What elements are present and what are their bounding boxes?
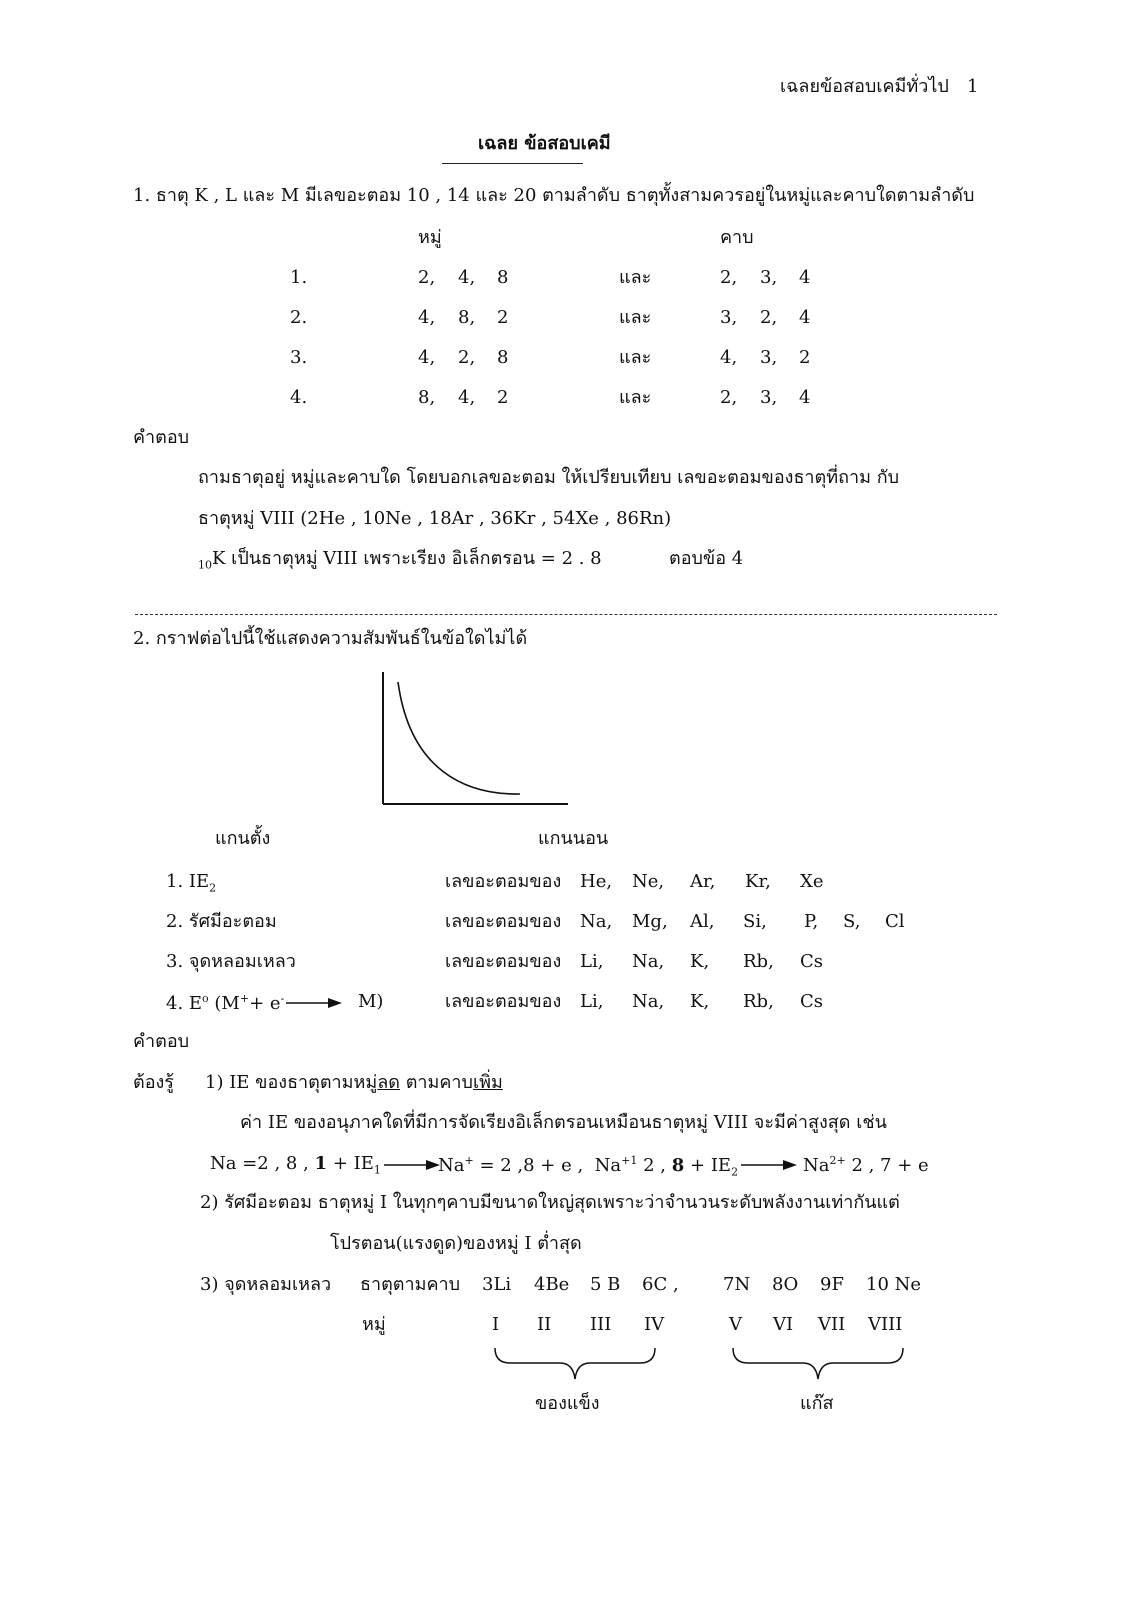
q2-row-3-left: 3. จุดหลอมเหลว <box>166 951 296 972</box>
element: 4Be <box>534 1274 570 1295</box>
element: Li, <box>580 991 604 1012</box>
fact1-increase: เพิ่ม <box>472 1072 503 1093</box>
group-numeral: III <box>590 1314 612 1335</box>
q2-row-3-mid: เลขอะตอมของ <box>445 951 562 972</box>
element: Na, <box>632 991 665 1012</box>
fact1-decrease: ลด <box>377 1072 400 1093</box>
element: S, <box>843 911 861 932</box>
q2-row-2-mid: เลขอะตอมของ <box>445 911 562 932</box>
ie-subscript: 2 <box>209 881 217 895</box>
fact-2-line2: โปรตอน(แรงดูด)ของหมู่ I ต่ำสุด <box>330 1233 582 1254</box>
element: 6C , <box>642 1274 679 1295</box>
element: K, <box>690 951 710 972</box>
period-value: 4 <box>799 387 811 408</box>
choice-number: 3. <box>290 347 308 368</box>
row-label: 4. E <box>166 993 203 1014</box>
element: Cl <box>885 911 905 932</box>
and-word: และ <box>619 387 652 408</box>
element: Kr, <box>745 871 771 892</box>
q2-row-1-mid: เลขอะตอมของ <box>445 871 562 892</box>
q1-answer-label: คำตอบ <box>133 427 190 448</box>
reaction-product: M) <box>358 991 384 1012</box>
group-numeral: II <box>537 1314 552 1335</box>
q1-answer-line3 <box>198 550 602 571</box>
eq-charge-2: +1 <box>621 1154 638 1167</box>
row-label: 1. IE <box>166 871 210 892</box>
eq-ion-config-2: 2 , <box>643 1155 667 1176</box>
period-value: 2, <box>720 387 738 408</box>
reaction-paren: (M <box>214 993 240 1014</box>
decay-curve-graph <box>370 660 580 810</box>
fact-2-line1: 2) รัศมีอะตอม ธาตุหมู่ I ในทุกๆคาบมีขนาดใหญ่สุดเพราะว่าจำนวนระดับพลังงานเท่ากันแต่ <box>200 1192 900 1213</box>
element: Na, <box>580 911 613 932</box>
period-value: 4, <box>720 347 738 368</box>
eq-na-ion-2: Na <box>594 1155 622 1176</box>
title-underline <box>442 163 583 164</box>
group-value: 4, <box>418 347 436 368</box>
atomic-number-sub: 10 <box>198 558 212 572</box>
answer-line3-text: K เป็นธาตุหมู่ VIII เพราะเรียง อิเล็กตรอน = 2 . 8 <box>212 548 602 569</box>
eq-bold-8: 8 <box>671 1155 685 1176</box>
fact-3-series: ธาตุตามคาบ <box>360 1274 461 1295</box>
must-know-label: ต้องรู้ <box>133 1072 174 1093</box>
group-value: 8, <box>458 307 476 328</box>
fact-1 <box>205 1074 503 1092</box>
period-value: 4 <box>799 307 811 328</box>
standard-sup: o <box>202 992 209 1005</box>
and-word: และ <box>619 347 652 368</box>
choice-number: 1. <box>290 267 308 288</box>
q1-answer-line2: ธาตุหมู่ VIII (2He , 10Ne , 18Ar , 36Kr , 54Xe , 86Rn) <box>198 508 672 529</box>
element: Al, <box>690 911 715 932</box>
eq-plus-ie: + IE <box>332 1153 374 1174</box>
element: 9F <box>820 1274 844 1295</box>
q2-row-1-left <box>166 873 216 894</box>
group-value: 4, <box>458 387 476 408</box>
q2-row-2-left: 2. รัศมีอะตอม <box>166 911 277 932</box>
element: K, <box>690 991 710 1012</box>
q1-question: 1. ธาตุ K , L และ M มีเลขอะตอม 10 , 14 และ 20 ตามลำดับ ธาตุทั้งสามควรอยู่ในหมู่และคาบใดตามลำดับ <box>133 185 975 206</box>
period-value: 2, <box>720 267 738 288</box>
q2-col-x: แกนนอน <box>538 828 609 849</box>
group-value: 8, <box>418 387 436 408</box>
group-value: 4, <box>418 307 436 328</box>
eq-charge: + <box>464 1154 474 1167</box>
choice-number: 4. <box>290 387 308 408</box>
element: Rb, <box>743 991 774 1012</box>
q2-col-y: แกนตั้ง <box>215 828 271 849</box>
plus-sup: + <box>239 992 250 1005</box>
period-value: 4 <box>799 267 811 288</box>
fact1-mid: ตามคาบ <box>399 1072 473 1093</box>
period-value: 2 <box>799 347 811 368</box>
group-value: 2, <box>458 347 476 368</box>
element: He, <box>580 871 613 892</box>
q1-answer-line1: ถามธาตุอยู่ หมู่และคาบใด โดยบอกเลขอะตอม ให้เปรียบเทียบ เลขอะตอมของธาตุที่ถาม กับ <box>198 467 900 488</box>
and-word: และ <box>619 307 652 328</box>
period-value: 3, <box>720 307 738 328</box>
element: Xe <box>800 871 824 892</box>
element: Rb, <box>743 951 774 972</box>
element: 10 Ne <box>866 1274 922 1295</box>
period-value: 3, <box>760 387 778 408</box>
element: Ar, <box>690 871 716 892</box>
ionization-eq-3 <box>803 1155 929 1175</box>
group-numeral: I <box>492 1314 500 1335</box>
element: 8O <box>772 1274 799 1295</box>
page-title: เฉลย ข้อสอบเคมี <box>478 133 611 154</box>
period-value: 3, <box>760 267 778 288</box>
reaction-arrow-icon <box>286 996 342 1010</box>
q2-question: 2. กราฟต่อไปนี้ใช้แสดงความสัมพันธ์ในข้อใดไม่ได้ <box>133 628 528 649</box>
group-value: 4, <box>458 267 476 288</box>
element: P, <box>804 911 819 932</box>
minus-sup: - <box>280 992 285 1005</box>
gas-label: แก๊ส <box>800 1393 834 1414</box>
running-title: เฉลยข้อสอบเคมีทั่วไป <box>780 76 949 97</box>
group-value: 8 <box>497 347 509 368</box>
group-value: 2 <box>497 387 509 408</box>
element: 5 B <box>590 1274 621 1295</box>
eq-na-config: Na =2 , 8 , <box>210 1153 309 1174</box>
solid-label: ของแข็ง <box>535 1393 600 1414</box>
group-numeral: VI <box>773 1314 794 1335</box>
q1-col-period: คาบ <box>720 227 754 248</box>
group-numeral: V <box>729 1314 742 1335</box>
ionization-eq-1 <box>210 1155 381 1176</box>
q1-col-group: หมู่ <box>418 227 442 248</box>
fact1-prefix: 1) IE ของธาตุตามหมู่ <box>205 1072 378 1093</box>
fact-3-group: หมู่ <box>362 1314 386 1335</box>
q1-answer-result: ตอบข้อ 4 <box>669 548 744 569</box>
and-word: และ <box>619 267 652 288</box>
q2-answer-label: คำตอบ <box>133 1031 190 1052</box>
graph-curve <box>398 682 520 794</box>
eq-charge-3: 2+ <box>829 1154 846 1167</box>
plus-e: + e <box>249 993 281 1014</box>
group-numeral: VIII <box>868 1314 903 1335</box>
ionization-eq-2 <box>438 1155 738 1178</box>
group-numeral: IV <box>644 1314 665 1335</box>
page-number: 1 <box>967 76 979 97</box>
gas-brace <box>728 1345 908 1385</box>
period-value: 2, <box>760 307 778 328</box>
eq-ie-sub: 1 <box>373 1163 381 1177</box>
eq-na-ion: Na <box>438 1155 465 1176</box>
section-divider <box>135 614 997 615</box>
period-value: 3, <box>760 347 778 368</box>
eq-plus-ie2: + IE <box>690 1155 732 1176</box>
fact-3-label: 3) จุดหลอมเหลว <box>200 1274 332 1295</box>
element: Ne, <box>632 871 665 892</box>
element: Mg, <box>632 911 668 932</box>
element: Na, <box>632 951 665 972</box>
eq-ie2-sub: 2 <box>731 1165 739 1179</box>
q2-row-4-mid: เลขอะตอมของ <box>445 991 562 1012</box>
group-value: 2 <box>497 307 509 328</box>
choice-number: 2. <box>290 307 308 328</box>
ionization-arrow-icon <box>384 1158 440 1172</box>
element: Si, <box>743 911 767 932</box>
element: 3Li <box>482 1274 512 1295</box>
ionization-arrow-icon-2 <box>741 1158 797 1172</box>
eq-ion-config-3: 2 , 7 + e <box>851 1155 929 1176</box>
solid-brace <box>490 1345 660 1385</box>
fact-1-line2: ค่า IE ของอนุภาคใดที่มีการจัดเรียงอิเล็กตรอนเหมือนธาตุหมู่ VIII จะมีค่าสูงสุด เช่น <box>240 1112 887 1133</box>
element: Cs <box>800 991 824 1012</box>
group-numeral: VII <box>818 1314 846 1335</box>
group-value: 2, <box>418 267 436 288</box>
element: 7N <box>723 1274 751 1295</box>
element: Li, <box>580 951 604 972</box>
eq-ion-config: = 2 ,8 + e , <box>479 1155 584 1176</box>
element: Cs <box>800 951 824 972</box>
eq-na-ion-3: Na <box>803 1155 830 1176</box>
group-value: 8 <box>497 267 509 288</box>
eq-valence-electron: 1 <box>314 1153 328 1174</box>
q2-row-4-left <box>166 993 284 1013</box>
